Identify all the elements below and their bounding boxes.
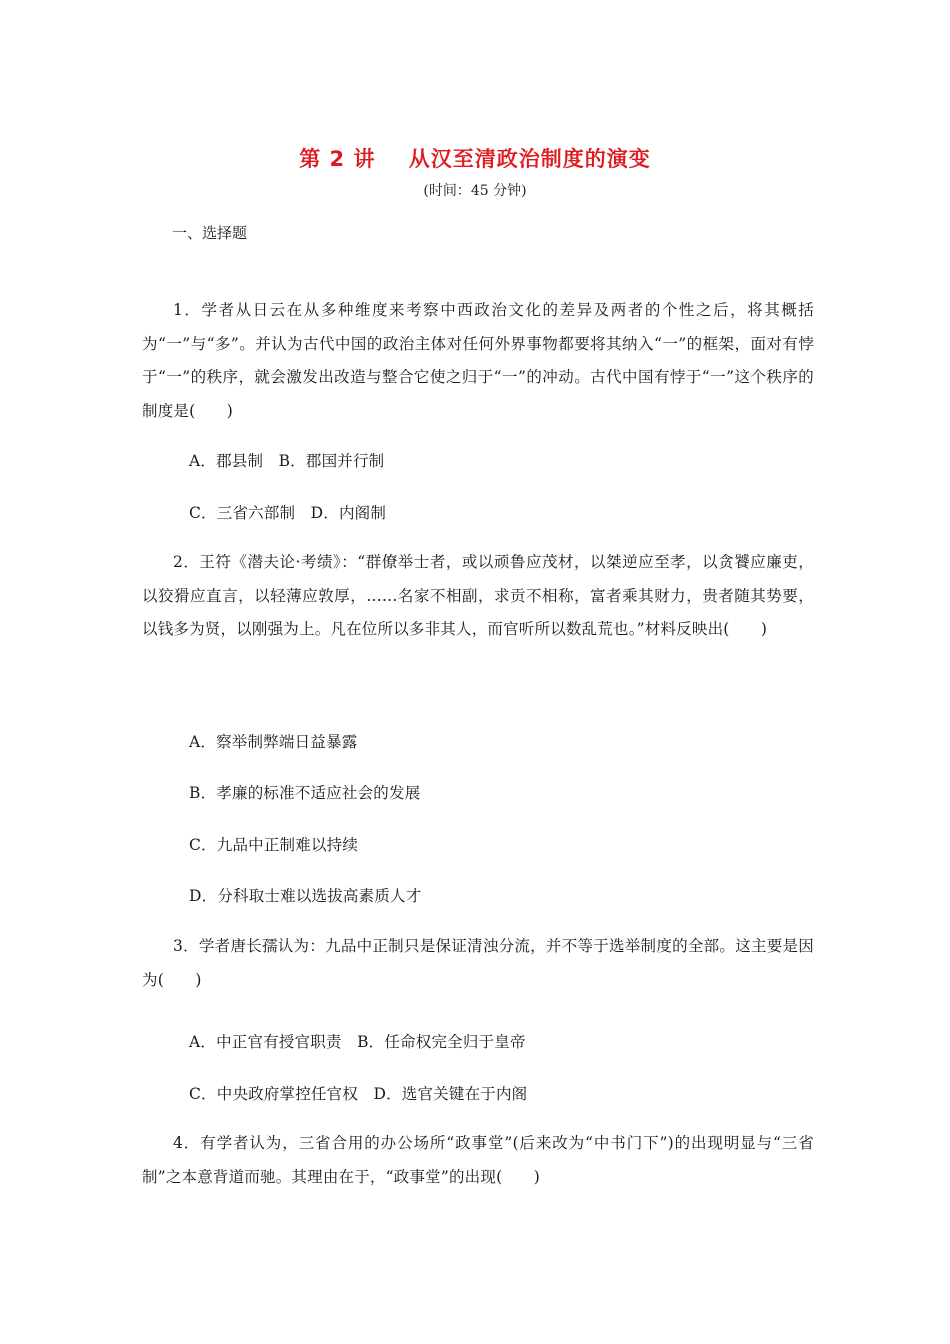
question-3: 3．学者唐长孺认为：九品中正制只是保证清浊分流，并不等于选举制度的全部。这主要是因为( ) <box>142 937 814 989</box>
question-4: 4．有学者认为，三省合用的办公场所“政事堂”(后来改为“中书门下”)的出现明显与“三省制”之本意背道而驰。其理由在于，“政事堂”的出现( ) <box>142 1134 814 1186</box>
question-2-option-c: C．九品中正制难以持续 <box>189 836 359 854</box>
time-limit: (时间：45 分钟) <box>423 183 527 199</box>
question-1: 1．学者从日云在从多种维度来考察中西政治文化的差异及两者的个性之后，将其概括为“一”与“多”。并认为古代中国的政治主体对任何外界事物都要将其纳入“一”的框架，面对有悖于“一”的秩序，就会激发出改造与整合它使之归于“一”的冲动。古代中国有悖于“一”这个秩序的制度是( ) <box>142 301 814 420</box>
question-1-option-row-1: A．郡县制 B．郡国并行制 <box>189 452 385 470</box>
question-2-option-b: B．孝廉的标准不适应社会的发展 <box>189 784 421 802</box>
question-2-option-d: D．分科取士难以选拔高素质人才 <box>189 887 422 905</box>
question-3-option-row-1: A．中正官有授官职责 B．任命权完全归于皇帝 <box>189 1033 526 1051</box>
page-title: 第 2 讲 从汉至清政治制度的演变 <box>299 147 651 171</box>
question-3-option-row-2: C．中央政府掌控任官权 D．选官关键在于内阁 <box>189 1085 528 1103</box>
question-1-option-row-2: C．三省六部制 D．内阁制 <box>189 504 387 522</box>
question-2-option-a: A．察举制弊端日益暴露 <box>189 733 358 751</box>
question-2: 2．王符《潜夫论·考绩》：“群僚举士者，或以顽鲁应茂材，以桀逆应至孝，以贪饕应廉吏，以狡猾应直言，以轻薄应敦厚，……名家不相副，求贡不相称，富者乘其财力，贵者随其势要，以钱多为贤，以刚强为上。凡在位所以多非其人，而官听所以数乱荒也。”材料反映出( ) <box>142 553 814 639</box>
section-heading: 一、选择题 <box>172 224 248 242</box>
